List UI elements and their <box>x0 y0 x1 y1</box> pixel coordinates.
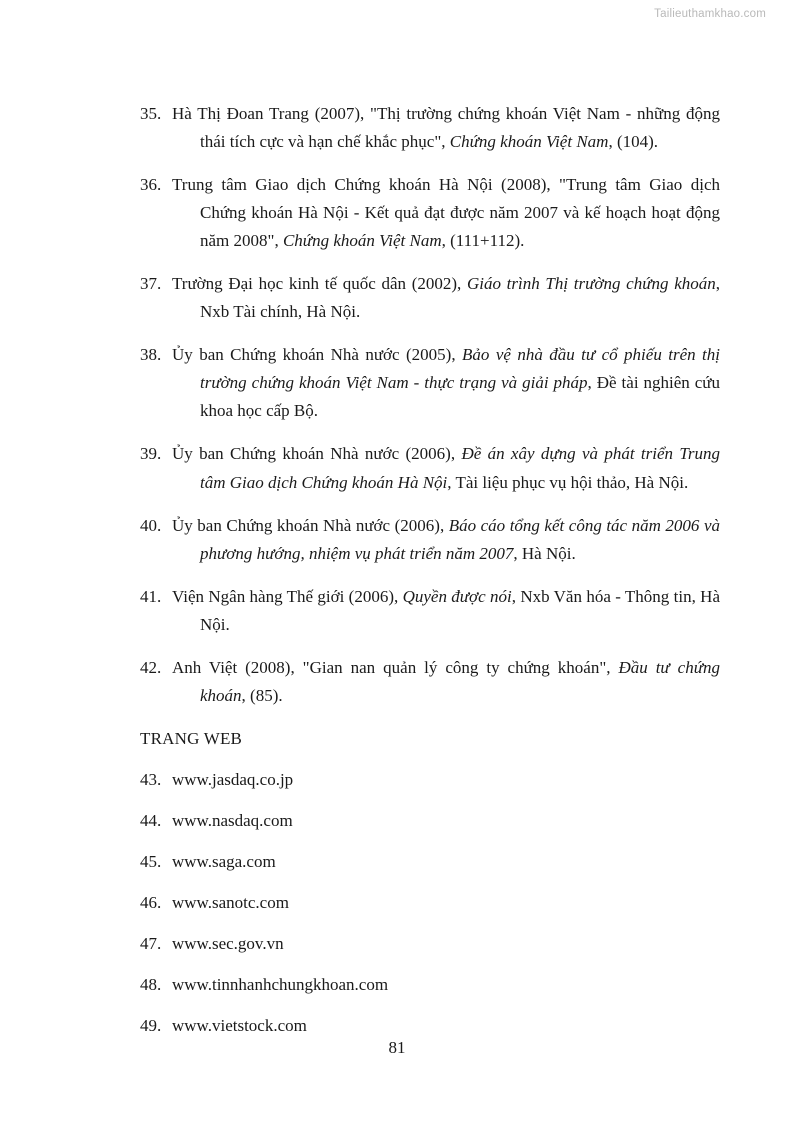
web-link-item <box>140 930 720 958</box>
citation-text-run: , (85). <box>241 685 283 705</box>
entry-citation-text <box>172 100 720 156</box>
citation-text-run: Trường Đại học kinh tế quốc dân (2002), <box>172 274 467 294</box>
web-link-number: 48. <box>140 975 162 995</box>
section-heading-trang-web: TRANG WEB <box>140 728 243 748</box>
citation-text-run: Ủy ban Chứng khoán Nhà nước (2005), <box>172 345 463 365</box>
citation-text-run: Anh Việt (2008), "Gian nan quản lý công ty chứng khoán", <box>172 657 619 677</box>
entry-citation-text <box>172 583 720 639</box>
citation-text-run: Ủy ban Chứng khoán Nhà nước (2006), <box>172 515 449 535</box>
entry-number: 41. <box>140 586 162 606</box>
bibliography-entry <box>140 583 720 639</box>
web-link-number: 43. <box>140 769 162 789</box>
entry-number: 40. <box>140 515 162 535</box>
web-link-url: www.tinnhanhchungkhoan.com <box>172 975 389 995</box>
entry-citation-text <box>172 440 720 496</box>
web-link-url: www.nasdaq.com <box>172 810 293 830</box>
citation-title-italic: Bảo vệ nhà đầu tư cổ phiếu trên thị trường chứng khoán Việt Nam - thực trạng và giải pháp <box>200 345 720 393</box>
citation-title-italic: Đề án xây dựng và phát triển Trung tâm Giao dịch Chứng khoán Hà Nội <box>200 444 720 492</box>
web-link-item <box>140 971 720 999</box>
entry-citation-text <box>172 341 720 425</box>
bibliography-entry <box>140 341 720 425</box>
web-link-number: 46. <box>140 893 162 913</box>
citation-title-italic: Giáo trình Thị trường chứng khoán <box>466 274 716 294</box>
bibliography-entry <box>140 270 720 326</box>
web-link-number: 44. <box>140 810 162 830</box>
citation-text-run: Ủy ban Chứng khoán Nhà nước (2006), <box>172 444 462 464</box>
entry-number: 35. <box>140 104 162 123</box>
web-link-number: 45. <box>140 851 162 871</box>
entry-number: 37. <box>140 274 162 294</box>
web-link-number: 49. <box>140 1016 162 1036</box>
citation-title-italic: Chứng khoán Việt Nam <box>449 132 609 152</box>
citation-text-run: Viện Ngân hàng Thế giới (2006), <box>172 586 403 606</box>
citation-text-run: , Hà Nội. <box>513 543 576 563</box>
citation-text-run: , Tài liệu phục vụ hội thảo, Hà Nội. <box>447 472 689 492</box>
web-link-item <box>140 1012 720 1040</box>
page-number: 81 <box>388 1038 406 1057</box>
web-link-url: www.sanotc.com <box>172 893 289 913</box>
citation-title-italic: Chứng khoán Việt Nam <box>282 231 442 251</box>
citation-text-run: , Nxb Tài chính, Hà Nội. <box>200 274 720 322</box>
citation-text-run: , (111+112). <box>441 231 525 251</box>
entry-citation-text <box>172 270 720 326</box>
web-link-item <box>140 766 720 794</box>
site-watermark: Tailieuthamkhao.com <box>654 8 766 20</box>
web-link-url: www.sec.gov.vn <box>172 934 284 954</box>
bibliography-entry <box>140 440 720 496</box>
entry-citation-text <box>172 654 720 710</box>
citation-text-run: , Nxb Văn hóa - Thông tin, Hà Nội. <box>200 586 720 634</box>
bibliography-entry <box>140 512 720 568</box>
web-link-item <box>140 848 720 876</box>
document-body <box>140 100 720 1053</box>
citation-title-italic: Quyền được nói <box>402 586 512 606</box>
bibliography-entry <box>140 654 720 710</box>
web-link-url: www.saga.com <box>172 851 276 871</box>
entry-number: 39. <box>140 444 162 464</box>
entry-citation-text <box>172 171 720 255</box>
citation-text-run: Hà Thị Đoan Trang (2007), "Thị trường chứng khoán Việt Nam - những động thái tích cực và hạn chế khắc phục", <box>172 104 720 152</box>
web-link-item <box>140 807 720 835</box>
entry-citation-text <box>172 512 720 568</box>
citation-title-italic: Báo cáo tổng kết công tác năm 2006 và phương hướng, nhiệm vụ phát triển năm 2007 <box>200 515 720 563</box>
entry-number: 38. <box>140 345 162 365</box>
web-link-url: www.jasdaq.co.jp <box>172 769 294 789</box>
citation-title-italic: Đầu tư chứng khoán <box>200 657 720 705</box>
web-link-list <box>140 766 720 1040</box>
bibliography-entry <box>140 171 720 255</box>
citation-text-run: , (104). <box>608 132 659 152</box>
citation-text-run: Trung tâm Giao dịch Chứng khoán Hà Nội (2008), "Trung tâm Giao dịch Chứng khoán Hà Nội - Kết quả đạt được năm 2007 và kế hoạch hoạt động năm 2008", <box>172 175 720 251</box>
bibliography-entry <box>140 100 720 156</box>
web-link-url: www.vietstock.com <box>172 1016 307 1036</box>
entry-number: 42. <box>140 657 162 677</box>
citation-text-run: , Đề tài nghiên cứu khoa học cấp Bộ. <box>200 373 721 421</box>
bibliography-list <box>140 100 720 710</box>
entry-number: 36. <box>140 175 162 195</box>
web-link-item <box>140 889 720 917</box>
web-link-number: 47. <box>140 934 162 954</box>
